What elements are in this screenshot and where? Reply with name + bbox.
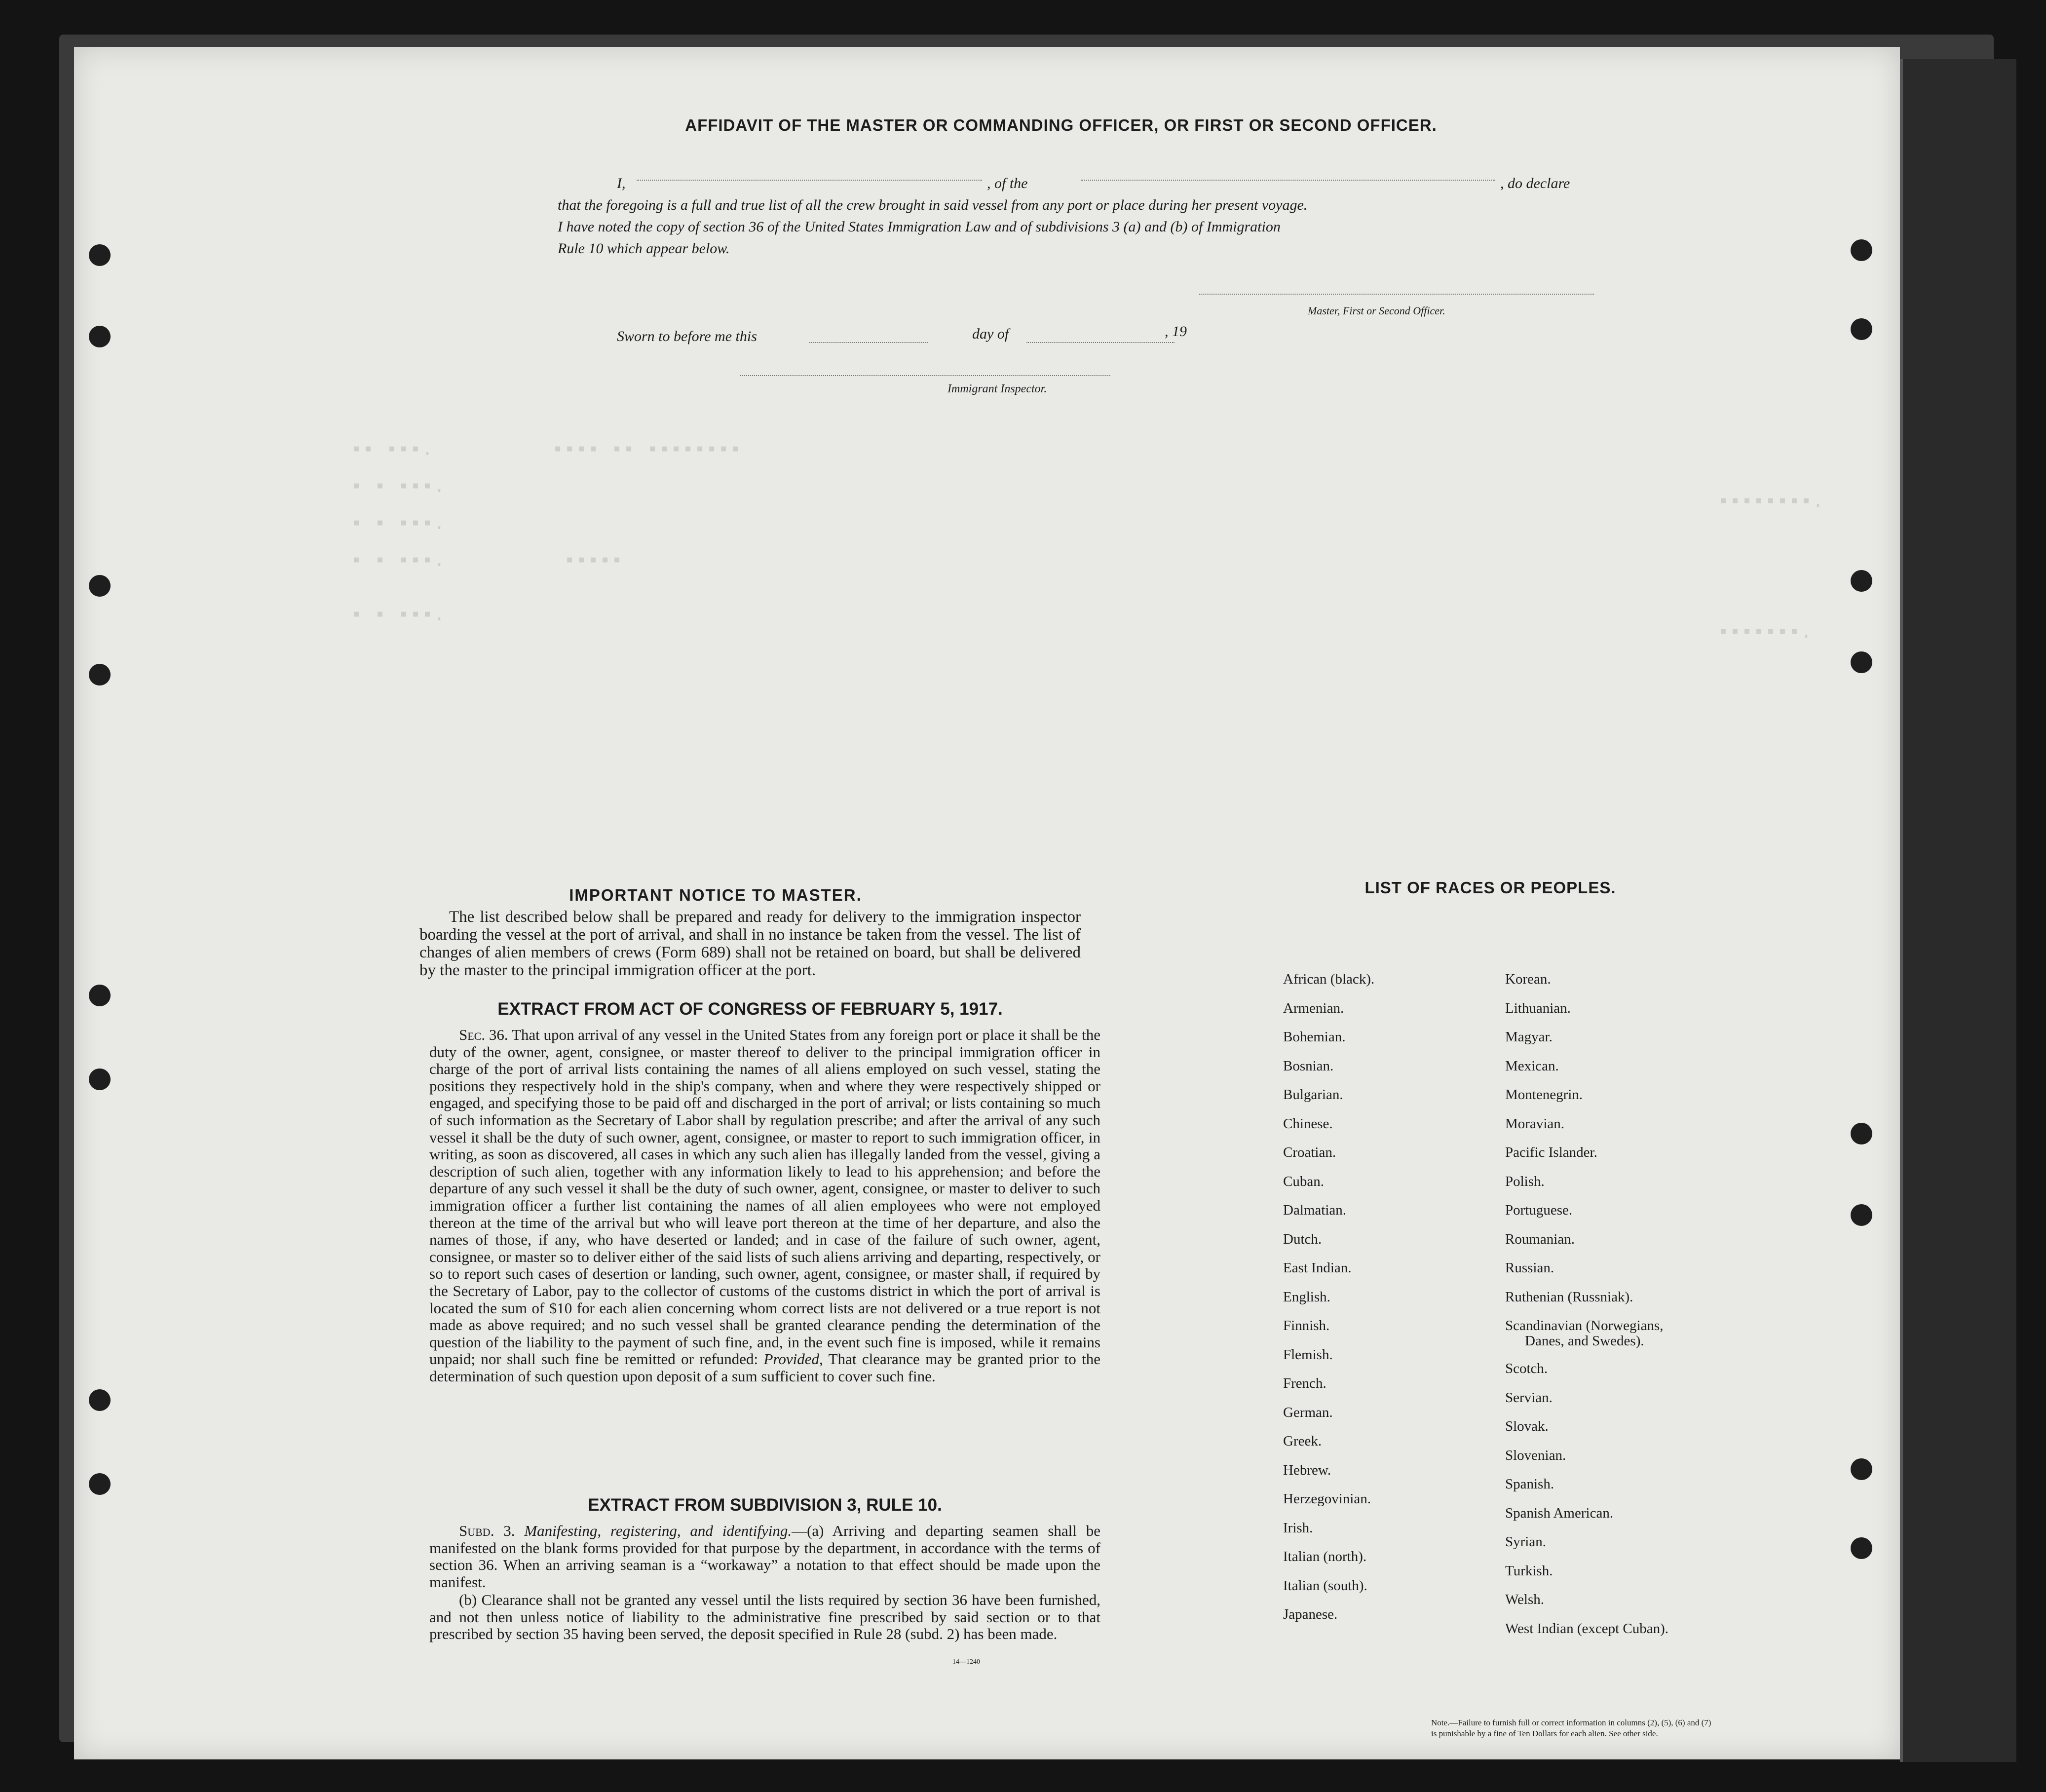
act-title: EXTRACT FROM ACT OF CONGRESS OF FEBRUARY 5, 1917.: [497, 999, 1003, 1019]
race-item: Finnish.: [1283, 1318, 1330, 1334]
race-item: Syrian.: [1505, 1534, 1546, 1550]
race-item: Greek.: [1283, 1433, 1322, 1449]
form-number: 14—1240: [952, 1658, 980, 1666]
manifest-back-page: [74, 47, 1900, 1759]
race-item: French.: [1283, 1375, 1326, 1391]
footer-note-line-2: is punishable by a fine of Ten Dollars for each alien. See other side.: [1431, 1729, 1658, 1738]
left-punch-hole: [89, 326, 111, 347]
bleed-through-row: ▪▪▪▪▪▪▪▪.: [1717, 491, 1824, 513]
races-column-1: [1283, 965, 1374, 1629]
race-item: Magyar.: [1505, 1029, 1553, 1045]
race-item: Italian (south).: [1283, 1577, 1367, 1594]
race-item: Servian.: [1505, 1389, 1553, 1406]
act-body: [429, 1027, 1100, 1385]
act-provided: Provided,: [763, 1350, 823, 1368]
master-signature-caption: Master, First or Second Officer.: [1308, 305, 1445, 317]
subd-a-text: —(a) Arriving and departing seamen shall be manifested on the blank forms provided for that purpose by the department, in accordance with the terms of section 36. When an arriving seaman is a “workaway” a notation to that effect should be made upon the manifest.: [429, 1522, 1100, 1591]
race-item: Slovak.: [1505, 1418, 1549, 1434]
affidavit-line-2: I have noted the copy of section 36 of the United States Immigration Law and of subdivisions 3 (a) and (b) of Immigration: [558, 219, 1281, 235]
year-label: , 19: [1165, 323, 1187, 340]
subdivision-a: [429, 1523, 1100, 1591]
subd-heading: Manifesting, registering, and identifying.: [524, 1522, 792, 1539]
declare-i: I,: [617, 175, 626, 191]
race-item: Chinese.: [1283, 1115, 1333, 1132]
day-of-label: day of: [972, 326, 1009, 342]
sworn-day-line[interactable]: [809, 342, 928, 343]
race-item: Russian.: [1505, 1260, 1554, 1276]
race-item: West Indian (except Cuban).: [1505, 1620, 1669, 1637]
affidavit-title: AFFIDAVIT OF THE MASTER OR COMMANDING OFFICER, OR FIRST OR SECOND OFFICER.: [685, 116, 1437, 134]
subd-label: Subd. 3.: [459, 1522, 515, 1539]
race-item: Welsh.: [1505, 1592, 1545, 1607]
bleed-through-row: ▪▪ ▪▪▪. ▪▪▪▪ ▪▪ ▪▪▪▪▪▪▪▪: [350, 439, 742, 461]
footer-note: [1431, 1717, 1711, 1739]
left-punch-hole: [89, 985, 111, 1006]
right-punch-hole: [1851, 239, 1872, 261]
right-punch-hole: [1851, 1458, 1872, 1480]
race-item: Japanese.: [1283, 1606, 1338, 1622]
race-item: Scotch.: [1505, 1361, 1548, 1376]
race-item: Bohemian.: [1283, 1029, 1346, 1045]
races-title: LIST OF RACES OR PEOPLES.: [1364, 878, 1616, 897]
race-item: Danes, and Swedes).: [1525, 1333, 1644, 1349]
race-item: Flemish.: [1283, 1346, 1333, 1363]
act-text-end: That clearance may be granted prior to the determination of such question upon deposit of a sum sufficient to cover such fine.: [429, 1350, 1100, 1385]
race-item: Lithuanian.: [1505, 1000, 1571, 1016]
vessel-name-line[interactable]: [1081, 180, 1495, 181]
race-item: Dalmatian.: [1283, 1202, 1347, 1218]
affidavit-line-3: Rule 10 which appear below.: [558, 240, 730, 257]
bleed-through-row: ▪ ▪ ▪▪▪. ▪▪▪▪▪: [350, 550, 623, 572]
binder-edge: [1900, 59, 2016, 1762]
race-item: Montenegrin.: [1505, 1087, 1583, 1103]
race-item: Bosnian.: [1283, 1058, 1334, 1074]
act-section-label: Sec. 36.: [459, 1026, 508, 1043]
declare-of-the: , of the: [987, 175, 1028, 191]
subdivision-b: (b) Clearance shall not be granted any vessel until the lists required by section 36 have been furnished, and not then unless notice of liability to the administrative fine prescribed by said section or to that prescribed by section 35 having been served, the deposit specified in Rule 28 (subd. 2) has been made.: [429, 1591, 1100, 1643]
race-item: Portuguese.: [1505, 1202, 1573, 1218]
race-item: English.: [1283, 1289, 1330, 1305]
race-item: Ruthenian (Russniak).: [1505, 1289, 1633, 1305]
race-item: Polish.: [1505, 1173, 1545, 1189]
race-item: Spanish.: [1505, 1476, 1554, 1492]
race-item: Italian (north).: [1283, 1549, 1367, 1564]
notice-title: IMPORTANT NOTICE TO MASTER.: [569, 886, 862, 904]
left-punch-hole: [89, 244, 111, 266]
races-column-2: [1505, 965, 1668, 1643]
race-item: Irish.: [1283, 1520, 1313, 1536]
race-item: Pacific Islander.: [1505, 1144, 1597, 1160]
bleed-through-row: ▪ ▪ ▪▪▪.: [350, 605, 446, 627]
act-text: That upon arrival of any vessel in the United States from any foreign port or place it shall be the duty of the owner, agent, consignee, or master thereof to deliver to the principal immigration officer in charge of the port of arrival lists containing the names of all aliens employed on such vessel, stating the positions they respectively hold in the ship's company, when and where they were respectively shipped or engaged, and specifying those to be paid off and discharged in the port of arrival; or lists containing so much of such information as the Secretary of Labor shall by regulation prescribe; and after the arrival of any such vessel it shall be the duty of such owner, agent, consignee, or master to report to such immigration officer, in writing, as soon as discovered, all cases in which any such alien has illegally landed from the vessel, giving a description of such alien, together with any information likely to lead to his apprehension; and before the departure of any such vessel it shall be the duty of such owner, agent, consignee, or master to deliver to such immigration officer a further list containing the names of all alien employees who were not employed thereon at the time of the arrival but who will leave port thereon at the time of her departure, and also the names of those, if any, who have deserted or landed; and in case of the failure of such owner, agent, consignee, or master so to deliver either of the said lists of such aliens arriving and departing, respectively, or so to report such cases of desertion or landing, such owner, agent, consignee, or master shall, if required by the Secretary of Labor, pay to the collector of customs of the customs district in which the port of arrival is located the sum of $10 for each alien concerning whom correct lists are not delivered or a true report is not made as above required; and no such vessel shall be granted clearance pending the determination of the question of the liability to the payment of such fine, and, in the event such fine is imposed, while it remains unpaid; nor shall such fine be remitted or refunded:: [429, 1026, 1100, 1368]
inspector-caption: Immigrant Inspector.: [947, 382, 1047, 395]
race-item: Hebrew.: [1283, 1462, 1331, 1478]
race-item: Moravian.: [1505, 1115, 1564, 1132]
race-item: Armenian.: [1283, 1000, 1344, 1016]
left-punch-hole: [89, 1473, 111, 1495]
right-punch-hole: [1851, 651, 1872, 673]
subdivision-title: EXTRACT FROM SUBDIVISION 3, RULE 10.: [588, 1495, 942, 1515]
notice-body: The list described below shall be prepared and ready for delivery to the immigration inspector boarding the vessel at the port of arrival, and shall in no instance be taken from the vessel. The list of changes of alien members of crews (Form 689) shall not be retained on board, but shall be delivered by the master to the principal immigration officer at the port.: [419, 908, 1081, 979]
race-item: Spanish American.: [1505, 1505, 1614, 1521]
declarant-name-line[interactable]: [637, 180, 982, 181]
sworn-month-line[interactable]: [1026, 342, 1175, 343]
race-item: Herzegovinian.: [1283, 1491, 1371, 1507]
left-punch-hole: [89, 1389, 111, 1411]
race-item: Croatian.: [1283, 1144, 1336, 1160]
race-item: Cuban.: [1283, 1173, 1324, 1189]
sworn-label: Sworn to before me this: [617, 328, 757, 344]
race-item: Bulgarian.: [1283, 1087, 1343, 1103]
master-signature-line[interactable]: [1199, 294, 1594, 295]
race-item: Roumanian.: [1505, 1231, 1575, 1247]
race-item: East Indian.: [1283, 1260, 1352, 1276]
right-punch-hole: [1851, 570, 1872, 592]
race-item: Mexican.: [1505, 1058, 1559, 1074]
affidavit-line-1: that the foregoing is a full and true list of all the crew brought in said vessel from any port or place during her present voyage.: [558, 197, 1308, 213]
right-punch-hole: [1851, 1537, 1872, 1559]
race-item: Slovenian.: [1505, 1447, 1566, 1463]
right-punch-hole: [1851, 318, 1872, 340]
left-punch-hole: [89, 664, 111, 686]
race-item: Turkish.: [1505, 1563, 1553, 1579]
footer-note-line-1: Note.—Failure to furnish full or correct information in columns (2), (5), (6) and (7): [1431, 1718, 1711, 1727]
race-item: African (black).: [1283, 971, 1375, 987]
affidavit-declaration: [558, 173, 1609, 260]
left-punch-hole: [89, 1068, 111, 1090]
left-punch-hole: [89, 575, 111, 597]
race-item: Dutch.: [1283, 1231, 1322, 1247]
right-punch-hole: [1851, 1204, 1872, 1226]
race-item: Scandinavian (Norwegians,: [1505, 1318, 1664, 1334]
bleed-through-row: ▪▪▪▪▪▪▪.: [1717, 622, 1813, 644]
bleed-through-row: ▪ ▪ ▪▪▪.: [350, 513, 446, 535]
bleed-through-row: ▪ ▪ ▪▪▪.: [350, 476, 446, 498]
race-item: Korean.: [1505, 971, 1551, 987]
declare-end: , do declare: [1500, 175, 1570, 191]
right-punch-hole: [1851, 1123, 1872, 1144]
inspector-signature-line[interactable]: [740, 375, 1110, 376]
race-item: German.: [1283, 1404, 1333, 1420]
